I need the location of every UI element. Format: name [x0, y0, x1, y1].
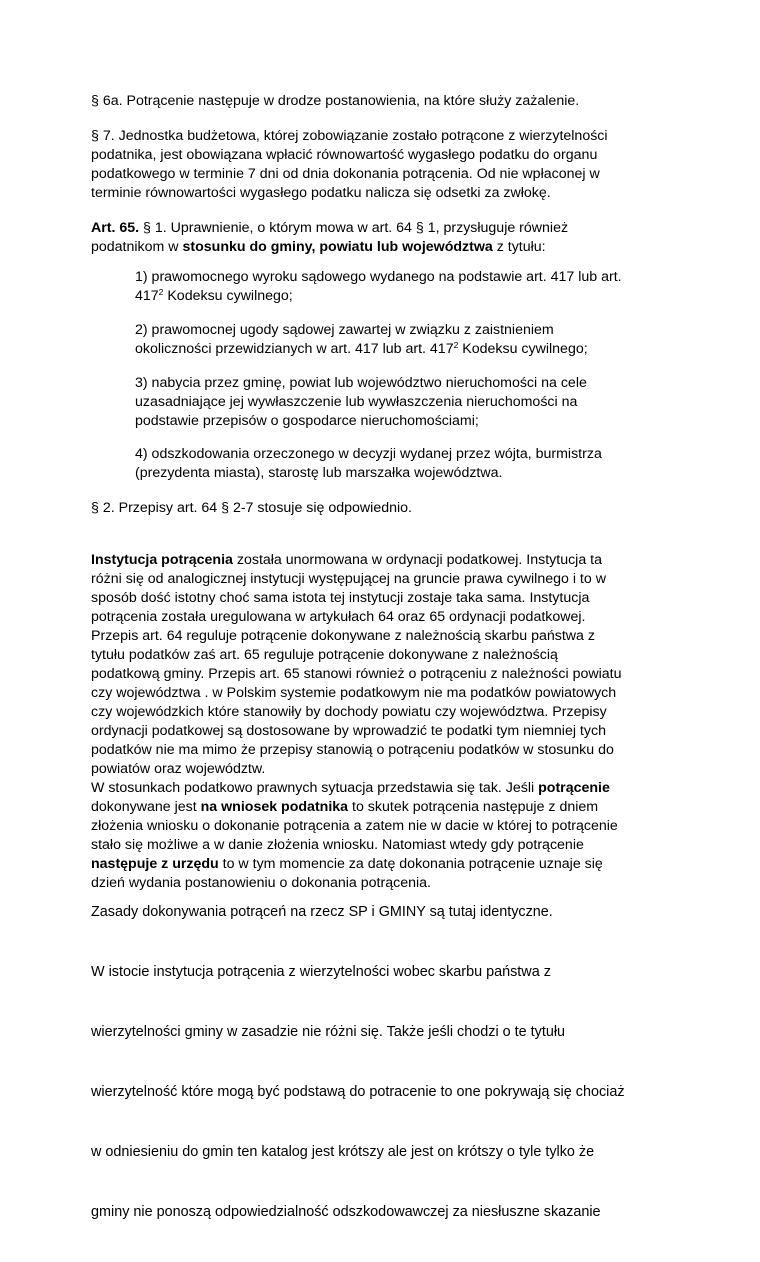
essay-body: Instytucja potrącenia została unormowana w ordynacji podatkowej. Instytucja ta różni się od analogicznej instytucji występującej na gruncie prawa cywilnego i to w sposób dość istotny choć sama istota tej instytucji zostaje taka sama. Instytucja potrącenia została uregulowana w artykułach 64 oraz 65 ordynacji podatkowej. Przepis art. 64 reguluje potrącenie dokonywane z należnością skarbu państwa z tytułu podatków zaś art. 65 reguluje potrącenie dokonywane z należnością podatkową gminy. Przepis art. 65 stanowi również o potrąceniu z należności powiatu czy województwa . w Polskim systemie podatkowym nie ma podatków powiatowych czy wojewódzkich które stanowiły by dochody powiatu czy województwa. Przepisy ordynacji podatkowej są dostosowane by wprowadzić te podatki tym niemniej tych podatków nie ma mimo że przepisy stanowią o potrąceniu podatków w stosunku do powiatów oraz województw. W stosunkach podatkowo prawnych sytuacja przedstawia się tak. Jeśli potrącenie dokonywane jest na wniosek podatnika to skutek potrącenia następuje z dniem złożenia wniosku o dokonanie potrącenia a zatem nie w dacie w której to potrącenie stało się możliwe a w danie złożenia wniosku. Natomiast wtedy gdy potrącenie następuje z urzędu to w tym momencie za datę dokonania potrącenie uznaje się dzień wydania postanowieniu o dokonania potrącenia.: [91, 552, 622, 891]
list-item-4: 4) odszkodowania orzeczonego w decyzji wydanej przez wójta, burmistrza (prezydenta miasta), starostę lub marszałka województwa.: [135, 446, 602, 481]
list-item-2: 2) prawomocnej ugody sądowej zawartej w związku z zaistnieniem okoliczności przewidzianych w art. 417 lub art. $417^2$ Kodeksu cywilnego;: [135, 322, 588, 357]
paragraph-6a: § 6a. Potrącenie następuje w drodze postanowienia, na które służy zażalenie.: [91, 93, 580, 109]
list-item-3: 3) nabycia przez gminę, powiat lub województwo nieruchomości na cele uzasadniające jej wywłaszczenie lub wywłaszczenia nieruchomości na podstawie przepisów o gospodarce nieruchomościami;: [135, 375, 587, 429]
article-65-heading: Art. 65. § 1. Uprawnienie, o którym mowa w art. 64 § 1, przysługuje również podatnikom w stosunku do gminy, powiatu lub województwa z tytułu:: [91, 220, 569, 255]
paragraph-2: § 2. Przepisy art. 64 § 2-7 stosuje się odpowiednio.: [91, 500, 412, 516]
essay-term: Instytucja potrącenia: [91, 552, 233, 568]
list-item-1: 1) prawomocnego wyroku sądowego wydanego na podstawie art. 417 lub art. $417^2$ Kodeksu cywilnego;: [135, 269, 622, 304]
essay-continuation: Zasady dokonywania potrąceń na rzecz SP i GMINY są tutaj identyczne. W istocie instytucja potrącenia z wierzytelności wobec skarbu państwa z wierzytelności gminy w zasadzie nie różni się. Także jeśli chodzi o te tytułu wierzytelność które mogą być podstawą do potracenie to one pokrywają się chociaż w odniesieniu do gmin ten katalog jest krótszy ale jest on krótszy o tyle tylko że gminy nie ponoszą odpowiedzialność odszkodowawczej za niesłuszne skazanie: [91, 904, 625, 1220]
article-65-label: Art. 65.: [91, 220, 140, 236]
paragraph-7: § 7. Jednostka budżetowa, której zobowiązanie zostało potrącone z wierzytelności podatnika, jest obowiązana wpłacić równowartość wygasłego podatku do organu podatkowego w terminie 7 dni od dnia dokonania potrącenia. Od nie wpłaconej w terminie równowartości wygasłego podatku nalicza się odsetki za zwłokę.: [91, 128, 608, 201]
